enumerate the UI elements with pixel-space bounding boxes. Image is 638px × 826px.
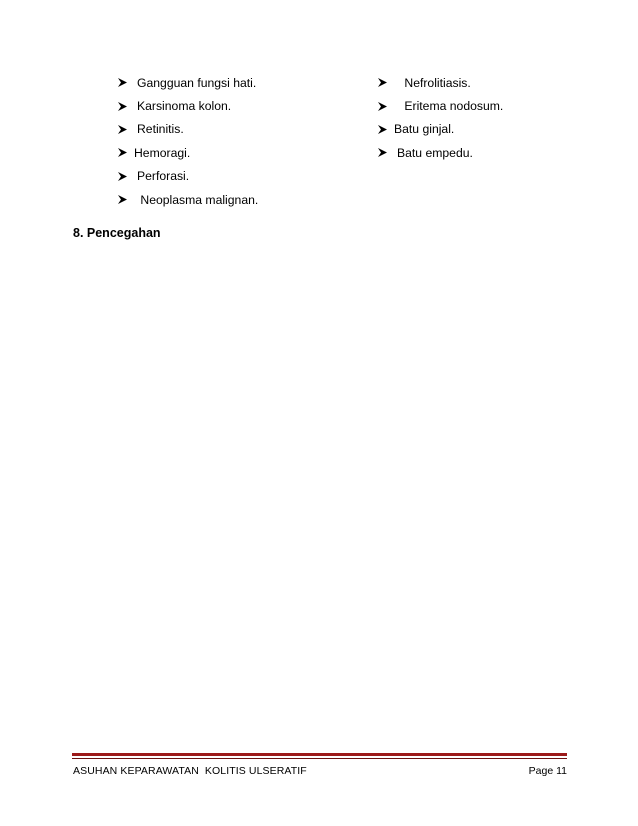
list-item: [117, 165, 258, 188]
list-item: [117, 188, 258, 211]
arrowhead-bullet-icon: [377, 77, 388, 88]
list-item-text: Nefrolitiasis.: [401, 75, 471, 90]
list-item: [377, 141, 503, 164]
footer-title: ASUHAN KEPARAWATAN KOLITIS ULSERATIF: [73, 765, 307, 777]
list-item: [117, 118, 258, 141]
list-item: [377, 94, 503, 117]
footer-page-number: Page 11: [528, 765, 567, 777]
complications-list-right: [377, 71, 503, 165]
list-item: [377, 71, 503, 94]
list-item-text: Gangguan fungsi hati.: [137, 75, 257, 90]
list-item-text: Karsinoma kolon.: [137, 99, 232, 114]
arrowhead-bullet-icon: [377, 124, 388, 135]
arrowhead-bullet-icon: [117, 124, 128, 135]
list-item-text: Neoplasma malignan.: [137, 192, 259, 207]
list-item-text: Hemoragi.: [134, 145, 191, 160]
list-item: [377, 118, 503, 141]
list-item-text: Perforasi.: [137, 169, 190, 184]
footer-rule-thin: [72, 758, 567, 759]
arrowhead-bullet-icon: [117, 171, 128, 182]
complications-list-left: [117, 71, 258, 211]
arrowhead-bullet-icon: [117, 101, 128, 112]
arrowhead-bullet-icon: [117, 77, 128, 88]
section-heading: 8. Pencegahan: [73, 226, 161, 240]
list-item: [117, 141, 258, 164]
list-item: [117, 71, 258, 94]
footer-rule-thick: [72, 753, 567, 756]
list-item-text: Eritema nodosum.: [401, 99, 504, 114]
list-item-text: Batu empedu.: [397, 145, 473, 160]
arrowhead-bullet-icon: [377, 147, 388, 158]
arrowhead-bullet-icon: [377, 101, 388, 112]
list-item: [117, 94, 258, 117]
list-item-text: Batu ginjal.: [394, 122, 455, 137]
arrowhead-bullet-icon: [117, 194, 128, 205]
arrowhead-bullet-icon: [117, 147, 128, 158]
list-item-text: Retinitis.: [137, 122, 184, 137]
